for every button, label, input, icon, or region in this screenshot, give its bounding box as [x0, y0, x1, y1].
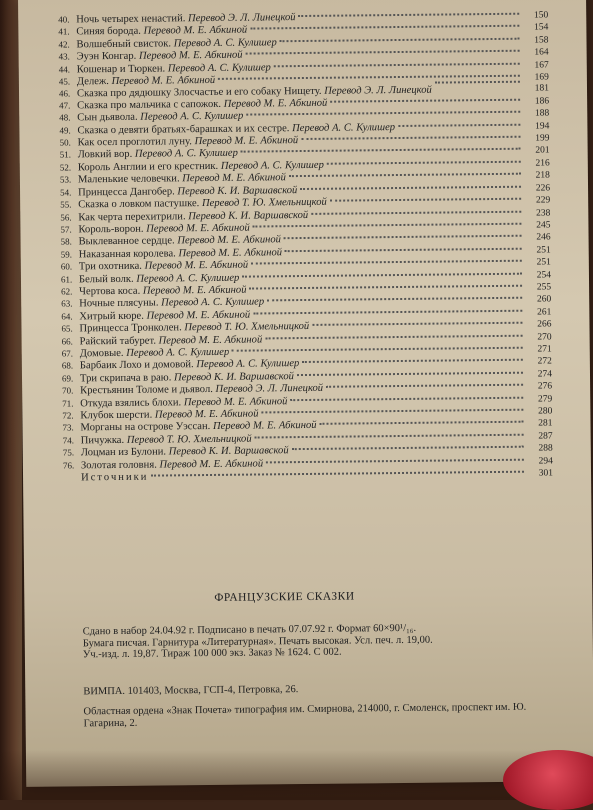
story-title: Синяя борода.	[76, 26, 141, 38]
toc-entry-title	[80, 408, 258, 421]
toc-page-number: 226	[524, 183, 550, 195]
toc-entry-number: 65.	[61, 324, 79, 336]
dot-leader	[232, 347, 523, 352]
toc-entry-number: 46.	[59, 89, 77, 101]
toc-entry-number: 57.	[60, 224, 78, 236]
translator-credit: Перевод А. С. Кулишер	[168, 62, 271, 74]
toc-entry-title	[77, 50, 243, 63]
toc-entry-title	[79, 247, 282, 261]
dot-leader	[242, 272, 522, 277]
story-title: Три охотника.	[79, 261, 142, 273]
toc-entry-title	[79, 297, 264, 310]
translator-credit: Перевод М. Е. Абкиной	[143, 25, 247, 37]
translator-credit: Перевод М. Е. Абкиной	[145, 260, 249, 272]
dot-leader	[327, 161, 521, 165]
toc-entry-number: 54.	[60, 187, 78, 199]
translator-credit: Перевод Э. Л. Линецкой	[215, 383, 323, 395]
dot-leader	[301, 136, 520, 140]
dot-leader	[218, 75, 520, 80]
toc-entry-number: 49.	[59, 125, 77, 137]
dot-leader	[330, 99, 520, 103]
toc-entry-number: 41.	[58, 27, 76, 39]
translator-credit: Перевод М. Е. Абкиной	[139, 50, 243, 62]
dot-leader	[267, 297, 522, 302]
story-title: Крестьянин Толоме и дьявол.	[80, 384, 213, 396]
story-title: Откуда взялись блохи.	[80, 397, 181, 409]
toc-entry-number: 70.	[62, 386, 80, 398]
toc-page-number: 260	[525, 295, 551, 307]
toc-entry-number: 59.	[61, 249, 79, 261]
toc-entry-title	[78, 209, 308, 223]
dot-leader	[255, 434, 524, 439]
story-title: Чертова коса.	[79, 286, 140, 298]
translator-credit: Перевод Э. Л. Линецкой	[324, 85, 432, 97]
dot-leader	[253, 309, 522, 314]
toc-page-number: 261	[525, 307, 551, 319]
toc-entry-title	[78, 185, 297, 199]
toc-page-number: 279	[526, 394, 552, 406]
dot-leader	[261, 409, 523, 414]
dot-leader	[250, 25, 519, 30]
dot-leader	[297, 371, 523, 375]
toc-page-number: 288	[527, 444, 553, 456]
dot-leader	[249, 285, 522, 290]
story-title: Хитрый кюре.	[79, 310, 144, 322]
translator-credit: Перевод Э. Л. Линецкой	[188, 12, 296, 24]
toc-page-number: 238	[524, 208, 550, 220]
toc-page-number: 287	[527, 431, 553, 443]
toc-entry-number: 71.	[62, 398, 80, 410]
story-title: Маленькие человечки.	[78, 174, 180, 186]
toc-entry-title	[81, 445, 289, 459]
story-title: Морганы на острове Уэссан.	[80, 421, 210, 433]
story-title: Сын дьявола.	[77, 112, 137, 124]
translator-credit: Перевод М. Е. Абкиной	[146, 222, 250, 234]
translator-credit: Перевод А. С. Кулишер	[140, 111, 243, 123]
toc-entry-title	[76, 12, 295, 26]
dot-leader	[300, 185, 521, 189]
dot-leader	[246, 111, 520, 116]
toc-page-number: 201	[524, 146, 550, 158]
translator-credit: Перевод А. С. Кулишер	[292, 122, 395, 134]
toc-page-number: 199	[523, 133, 549, 145]
story-title: Сказка о девяти братьях-барашках и их сестре.	[77, 123, 289, 136]
dot-leader	[265, 334, 522, 339]
dot-leader	[292, 446, 524, 450]
translator-credit: Перевод А. С. Кулишер	[174, 37, 277, 49]
toc-entry-number: 73.	[62, 423, 80, 435]
translator-credit: Перевод М. Е. Абкиной	[143, 285, 247, 297]
dot-leader	[151, 471, 524, 477]
toc-entry-title	[80, 396, 287, 410]
toc-entry-title	[81, 472, 148, 484]
toc-entry-title	[80, 347, 230, 360]
translator-credit: Перевод М. Е. Абкиной	[184, 396, 288, 408]
dot-leader	[290, 396, 523, 400]
toc-entry-number: 66.	[62, 336, 80, 348]
toc-entry-title	[79, 272, 239, 285]
toc-entry-title	[77, 135, 298, 149]
printer-info	[83, 701, 553, 729]
toc-page-number: 181	[523, 84, 549, 96]
story-title: Волшебный свисток.	[76, 38, 171, 50]
dot-leader	[299, 13, 520, 17]
translator-credit: Перевод М. Е. Абкиной	[177, 235, 281, 247]
dot-leader	[246, 50, 520, 55]
publisher-info	[83, 681, 553, 698]
toc-entry-title	[79, 235, 281, 249]
story-title: Эуэн Конгар.	[77, 51, 137, 63]
story-title: Принцесса Тронколен.	[79, 322, 181, 334]
toc-page-number: 158	[522, 35, 548, 47]
toc-entry-number: 64.	[61, 311, 79, 323]
toc-entry-number: 68.	[62, 361, 80, 373]
toc-page-number: 274	[526, 369, 552, 381]
translator-credit: Перевод А. С. Кулишер	[135, 148, 238, 160]
toc-page-number: 186	[523, 96, 549, 108]
story-title: Пичужка.	[81, 435, 125, 446]
toc-entry-title	[76, 25, 247, 38]
translator-credit: Перевод К. И. Варшавской	[169, 445, 289, 457]
translator-credit: Перевод К. И. Варшавской	[174, 371, 294, 383]
dot-leader	[241, 148, 521, 153]
imprint-details	[83, 621, 553, 661]
toc-entry-title	[79, 321, 309, 335]
toc-page-number: 154	[522, 23, 548, 35]
toc-entry-title	[80, 358, 300, 372]
toc-entry-title	[81, 458, 263, 471]
story-title: Король-ворон.	[78, 224, 143, 236]
toc-page-number: 150	[522, 10, 548, 22]
toc-entry-number: 61.	[61, 274, 79, 286]
dot-leader	[284, 235, 522, 239]
story-title: Наказанная королева.	[79, 248, 176, 260]
translator-credit: Перевод М. Е. Абкиной	[194, 135, 298, 147]
story-title: Как осел проглотил луну.	[77, 136, 191, 148]
toc-entry-title	[81, 433, 252, 446]
translator-credit: Перевод А. С. Кулишер	[136, 272, 239, 284]
toc-page-number: 169	[523, 72, 549, 84]
story-title: Сказка о ловком пастушке.	[78, 198, 199, 210]
translator-credit: Перевод М. Е. Абкиной	[182, 172, 286, 184]
story-title: Белый волк.	[79, 273, 134, 285]
toc-entry-number: 51.	[60, 150, 78, 162]
toc-entry-number: 56.	[60, 212, 78, 224]
translator-credit: Перевод Т. Ю. Хмельницкой	[184, 321, 309, 333]
story-title: Король Англии и его крестник.	[78, 161, 218, 173]
toc-entry-number: 55.	[60, 199, 78, 211]
toc-entry-number: 67.	[62, 348, 80, 360]
story-title: Кошенар и Тюркен.	[77, 63, 166, 75]
toc-entry-number: 48.	[59, 113, 77, 125]
story-title: Принцесса Дангобер.	[78, 186, 175, 198]
toc-entry-number: 60.	[61, 261, 79, 273]
toc-page-number: 218	[524, 171, 550, 183]
story-title: Лоцман из Булони.	[81, 447, 166, 459]
toc-entry-title	[79, 285, 246, 298]
dot-leader	[266, 458, 524, 463]
translator-credit: Перевод М. Е. Абкиной	[146, 309, 250, 321]
story-title: Золотая головня.	[81, 459, 157, 471]
toc-page-number: 164	[523, 48, 549, 60]
toc-entry-number: 45.	[59, 76, 77, 88]
story-title: Сказка про мальчика с сапожок.	[77, 99, 221, 112]
book-page	[18, 0, 593, 787]
toc-page-number: 188	[523, 109, 549, 121]
dot-leader	[311, 210, 521, 214]
toc-page-number: 276	[526, 382, 552, 394]
story-title: Ночь четырех ненастий.	[76, 13, 185, 25]
toc-entry-title	[76, 37, 276, 51]
story-title: Ночные плясуны.	[79, 298, 158, 310]
toc-page-number: 255	[525, 282, 551, 294]
dot-leader	[435, 81, 520, 84]
story-title: Барбаик Лохо и домовой.	[80, 360, 194, 372]
story-title: Как черта перехитрили.	[78, 211, 185, 223]
toc-page-number: 246	[525, 233, 551, 245]
toc-page-number: 251	[525, 258, 551, 270]
dot-leader	[398, 123, 520, 126]
toc-entry-number: 44.	[59, 64, 77, 76]
toc-entry-number: 50.	[59, 137, 77, 149]
translator-credit: Перевод А. С. Кулишер	[161, 297, 264, 309]
translator-credit: Перевод Т. Ю. Хмельницкой	[127, 433, 252, 445]
toc-entry-number: 75.	[63, 448, 81, 460]
toc-entry-number: 47.	[59, 100, 77, 112]
toc-page-number: 272	[526, 357, 552, 369]
dot-leader	[289, 173, 521, 177]
toc-entry-title	[77, 75, 215, 88]
toc-entry-number: 42.	[58, 39, 76, 51]
toc-entry-title	[78, 222, 249, 235]
toc-entry-number: 76.	[63, 460, 81, 472]
story-title: Дележ.	[77, 76, 109, 87]
story-title: Райский табурет.	[80, 335, 156, 347]
toc-page-number: 271	[526, 344, 552, 356]
imprint-line: Сдано в набор 24.04.92 г. Подписано в печать 07.07.92 г. Формат 60×90¹/₁₆.	[83, 621, 553, 638]
story-title: Клубок шерсти.	[80, 410, 152, 422]
toc-page-number: 301	[527, 468, 553, 480]
toc-entry-title	[78, 172, 286, 186]
toc-page-number: 251	[525, 245, 551, 257]
dot-leader	[285, 247, 522, 251]
story-title: Ловкий вор.	[78, 149, 133, 161]
toc-page-number: 245	[524, 220, 550, 232]
toc-entry-number: 72.	[62, 410, 80, 422]
table-of-contents	[58, 9, 553, 485]
translator-credit: Перевод М. Е. Абкиной	[213, 420, 317, 432]
toc-entry-number: 63.	[61, 299, 79, 311]
toc-page-number: 216	[524, 158, 550, 170]
toc-page-number: 280	[526, 406, 552, 418]
toc-page-number: 254	[525, 270, 551, 282]
red-object-corner	[503, 750, 593, 810]
dot-leader	[251, 260, 522, 265]
translator-credit: Перевод М. Е. Абкиной	[159, 334, 263, 346]
story-title: Три скрипача в раю.	[80, 372, 171, 384]
toc-entry-number: 52.	[60, 162, 78, 174]
imprint-line: Уч.-изд. л. 19,87. Тираж 100 000 экз. Заказ № 1624. С 002.	[83, 645, 553, 662]
toc-page-number: 194	[523, 121, 549, 133]
translator-credit: Перевод А. С. Кулишер	[196, 358, 299, 370]
translator-credit: Перевод М. Е. Абкиной	[178, 247, 282, 259]
toc-page-number: 281	[526, 419, 552, 431]
story-title: Домовые.	[80, 348, 124, 359]
toc-entry-number: 58.	[61, 237, 79, 249]
translator-credit: Перевод К. И. Варшавской	[177, 185, 297, 197]
translator-credit: Перевод К. И. Варшавской	[188, 209, 308, 221]
dot-leader	[280, 38, 520, 43]
translator-credit: Перевод А. С. Кулишер	[221, 160, 324, 172]
toc-entry-number: 40.	[58, 14, 76, 26]
toc-entry-number: 69.	[62, 373, 80, 385]
toc-entry-title	[79, 309, 250, 322]
toc-entry-number: 43.	[59, 52, 77, 64]
toc-entry-title	[77, 111, 243, 124]
publisher-line: ВИМПА. 101403, Москва, ГСП-4, Петровка, 26.	[83, 681, 553, 698]
dot-leader	[253, 223, 522, 228]
dot-leader	[320, 421, 524, 425]
toc-entry-title	[79, 260, 248, 273]
dot-leader	[312, 322, 522, 326]
translator-credit: Перевод А. С. Кулишер	[126, 347, 229, 359]
printer-line: Областная ордена «Знак Почета» типография им. Смирнова, 214000, г. Смоленск, проспект им. Ю. Гагарина, 2.	[83, 701, 553, 729]
translator-credit: Перевод М. Е. Абкиной	[224, 98, 328, 110]
toc-entry-title	[78, 148, 238, 161]
toc-page-number: 270	[526, 332, 552, 344]
dot-leader	[274, 62, 520, 67]
toc-entry-number: 74.	[63, 435, 81, 447]
dot-leader	[302, 359, 523, 363]
toc-page-number: 294	[527, 456, 553, 468]
toc-page-number: 266	[525, 320, 551, 332]
dot-leader	[330, 198, 521, 202]
story-title: Выклеванное сердце.	[79, 236, 175, 248]
book-title: ФРАНЦУЗСКИЕ СКАЗКИ	[214, 590, 354, 603]
translator-credit: Перевод М. Е. Абкиной	[159, 458, 263, 470]
toc-entry-number: 62.	[61, 286, 79, 298]
toc-entry-title	[80, 371, 294, 385]
toc-entry-title	[80, 334, 263, 347]
toc-entry-number: 53.	[60, 175, 78, 187]
imprint-line: Бумага писчая. Гарнитура «Литературная». Печать высокая. Усл. печ. л. 19,00.	[83, 633, 553, 650]
translator-credit: Перевод М. Е. Абкиной	[112, 75, 216, 87]
toc-entry-title	[77, 62, 271, 75]
translator-credit: Перевод М. Е. Абкиной	[155, 408, 259, 420]
dot-leader	[326, 384, 523, 388]
story-title: Источники	[81, 472, 148, 484]
translator-credit: Перевод Т. Ю. Хмельницкой	[202, 197, 327, 209]
toc-page-number: 167	[523, 60, 549, 72]
toc-page-number: 229	[524, 196, 550, 208]
story-title: Сказка про дядюшку Злосчастье и его собаку Нищету.	[77, 86, 322, 100]
